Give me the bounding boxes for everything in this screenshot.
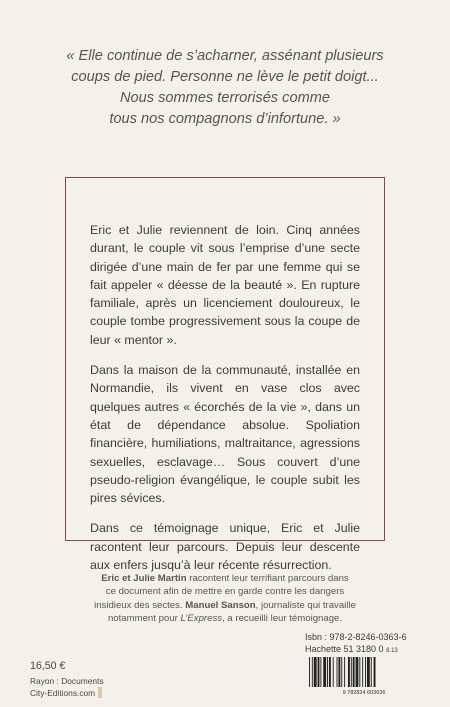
barcode-bar: [327, 657, 328, 687]
barcode-bar: [318, 657, 320, 687]
color-tag-icon: [98, 687, 102, 698]
barcode-bar: [333, 657, 334, 687]
credits-text: notamment pour: [107, 613, 181, 625]
barcode-bar: [309, 657, 310, 687]
publisher-website: City-Editions.com: [30, 688, 96, 698]
hachette-code: Hachette 51 3180 0: [305, 644, 384, 654]
author-credits: [40, 572, 410, 626]
credits-line: [40, 599, 410, 612]
quote-line: « Elle continue de s’acharner, assénant plusieurs: [66, 48, 384, 64]
synopsis-paragraph: Dans ce témoignage unique, Eric et Julie racontent leur parcours. Depuis leur descente aux enfers jusqu’à leur récente résurrection.: [90, 521, 360, 573]
rayon-label: Rayon : Documents: [30, 676, 104, 686]
publisher-line: [30, 687, 104, 699]
barcode-bar: [356, 657, 359, 687]
isbn-block: [305, 631, 407, 657]
barcode-bar: [314, 657, 317, 687]
barcode-bar: [374, 657, 376, 687]
shelf-info: [30, 676, 104, 699]
credits-text: racontent leur terrifiant parcours dans: [186, 573, 349, 584]
barcode-bar: [341, 657, 342, 687]
barcode-bar: [329, 657, 331, 687]
credits-text: insidieux des sectes.: [94, 599, 183, 611]
barcode-bars: [309, 657, 376, 687]
barcode-bar: [365, 657, 366, 687]
hachette-suffix: 8.13: [386, 648, 398, 654]
quote-line: Nous sommes terrorisés comme: [119, 90, 331, 106]
barcode-bar: [337, 657, 338, 687]
synopsis-paragraph: Dans la maison de la communauté, installée en Normandie, ils vivent en vase clos avec quelques autres « écorchés de la vie », dans un état de dépendance absolue. Spoliation financière, humiliations, maltraitance, agressions sexuelles, esclavage… Sous couvert d’une pseudo-religion évangélique, le couple subit les pires sévices.: [90, 363, 360, 506]
synopsis-paragraph: Eric et Julie reviennent de loin. Cinq années durant, le couple vit sous l’emprise d’une secte dirigée d’une main de fer par une femme qui se fait appeler « déesse de la beauté ». En rupture familiale, après un licenciement douloureux, le couple tombe progressivement sous la coupe de leur « mentor ».: [90, 223, 360, 347]
magazine-name: L’Express: [180, 613, 223, 625]
barcode-bar: [323, 657, 326, 687]
barcode-bar: [351, 657, 352, 687]
isbn-number: Isbn : 978-2-8246-0363-6: [305, 632, 407, 642]
barcode-bar: [338, 657, 340, 687]
barcode-bar: [320, 657, 321, 687]
author-names: Eric et Julie Martin: [101, 573, 187, 584]
barcode-bar: [359, 657, 360, 687]
back-cover-quote: [40, 46, 410, 130]
barcode-bar: [371, 657, 372, 687]
synopsis-text: [90, 221, 360, 586]
credits-text: , journaliste qui travaille: [255, 599, 356, 611]
barcode-bar: [344, 657, 345, 687]
barcode-bar: [367, 657, 370, 687]
quote-line: coups de pied. Personne ne lève le petit doigt...: [71, 69, 379, 85]
price: 16,50 €: [30, 660, 66, 672]
barcode-digits: 9 782824 603636: [342, 690, 386, 695]
journalist-name: Manuel Sanson: [185, 599, 256, 611]
barcode-bar: [348, 657, 350, 687]
barcode-bar: [312, 657, 313, 687]
barcode-bar: [353, 657, 355, 687]
credits-line: [40, 612, 410, 625]
quote-line: tous nos compagnons d’infortune. »: [109, 111, 341, 127]
credits-line: ce document afin de mettre en garde contre les dangers: [105, 586, 345, 598]
credits-line: [40, 572, 410, 585]
credits-text: , a recueilli leur témoignage.: [222, 613, 343, 625]
barcode-bar: [362, 657, 363, 687]
barcode: [305, 655, 423, 695]
